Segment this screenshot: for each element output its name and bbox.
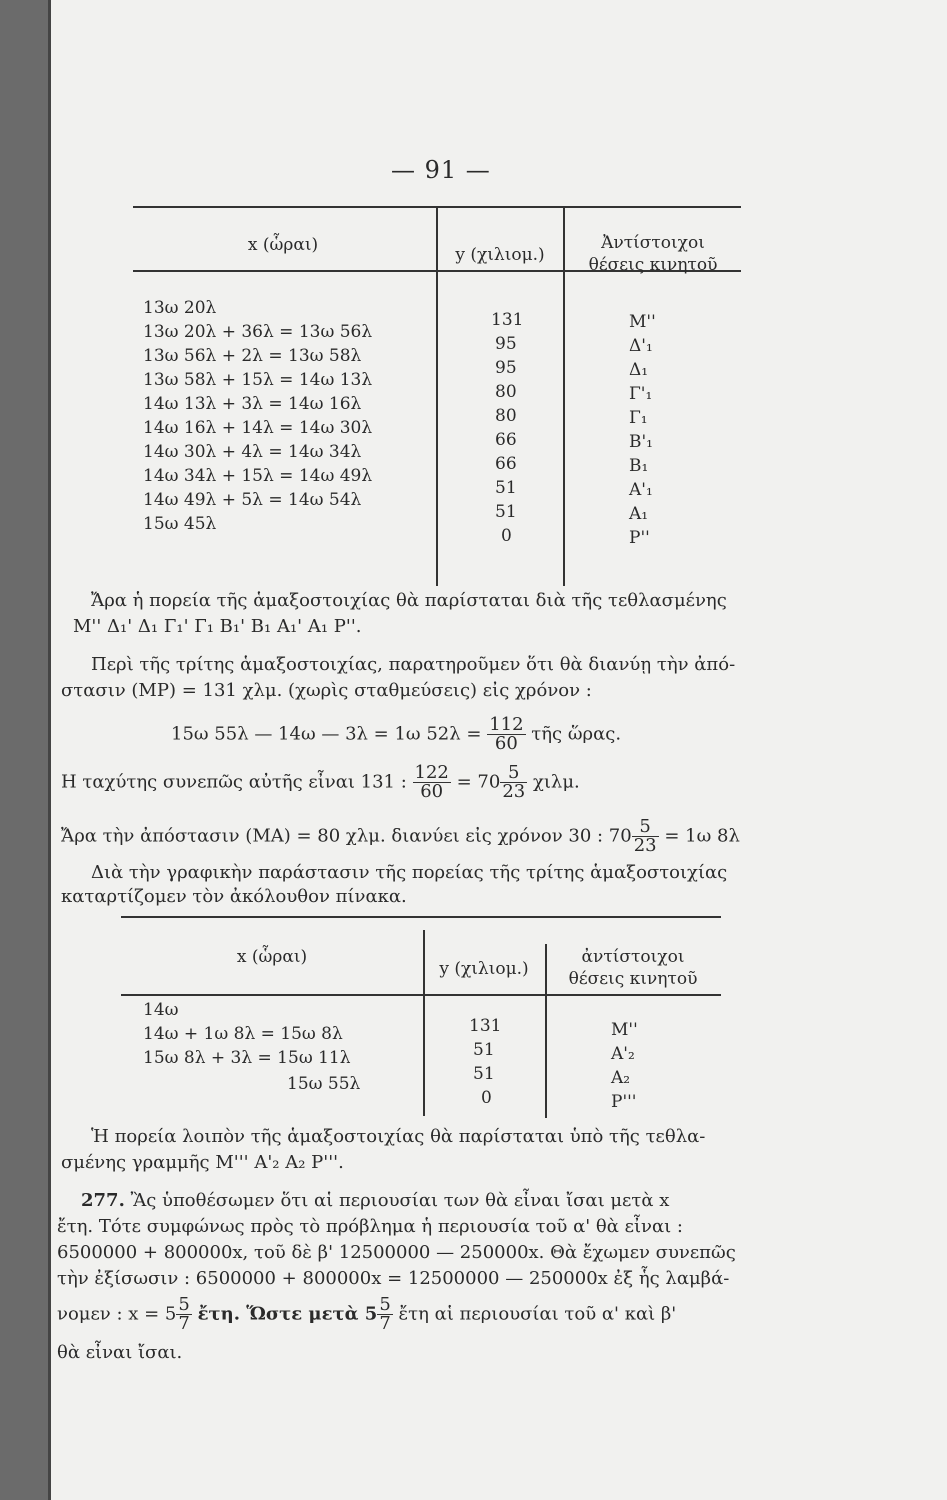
table-row-x: 14ω 49λ + 5λ = 14ω 54λ: [143, 490, 362, 510]
paragraph-5-line-1-text: Ἂς ὑποθέσωμεν ὅτι αἱ περιουσίαι των θὰ εἶναι ἴσαι μετὰ x: [130, 1190, 670, 1211]
table-row-pos: Γ₁: [629, 408, 648, 428]
equation-2-right: χιλμ.: [532, 771, 580, 793]
equation-3: [61, 818, 740, 855]
table-row-y: 80: [495, 382, 517, 402]
table-row-pos: M'': [629, 312, 656, 332]
problem-number: 277.: [81, 1190, 125, 1211]
table-row-x: 14ω 16λ + 14λ = 14ω 30λ: [143, 418, 373, 438]
table-row-x: 14ω 13λ + 3λ = 14ω 16λ: [143, 394, 362, 414]
table-1-header-y: y (χιλιομ.): [455, 245, 545, 265]
table-2-header-pos-line2: θέσεις κινητοῦ: [568, 969, 698, 989]
equation-3-mixed-fraction: [632, 818, 659, 855]
fraction-denominator: 60: [420, 781, 444, 802]
paragraph-3-line-1: Διὰ τὴν γραφικὴν παράστασιν τῆς πορείας τῆς τρίτης ἁμαξοστοιχίας: [91, 862, 728, 883]
table-1-header-x: x (ὧραι): [247, 235, 319, 255]
paragraph-5-fraction-1: [176, 1296, 191, 1333]
table-row-y: 95: [495, 334, 517, 354]
paragraph-5-line-2: ἔτη. Τότε συμφώνως πρὸς τὸ πρόβλημα ἡ περιουσία τοῦ α' θὰ εἶναι :: [57, 1216, 683, 1237]
equation-2-mixed-fraction: [500, 764, 527, 801]
table-row-pos: Β₁: [629, 456, 649, 476]
table-row-y: 131: [469, 1016, 502, 1036]
table-row-x: 14ω 34λ + 15λ = 14ω 49λ: [143, 466, 373, 486]
paragraph-5-line-1: [81, 1190, 669, 1211]
table-row-pos: Α'₂: [611, 1044, 635, 1064]
paragraph-2-line-2: στασιν (ΜΡ) = 131 χλμ. (χωρὶς σταθμεύσεις) εἰς χρόνον :: [61, 680, 592, 701]
fraction-numerator: 5: [178, 1294, 190, 1315]
table-2-header-rule: [121, 994, 721, 996]
paragraph-5-line-5: [57, 1296, 676, 1333]
fraction-denominator: 60: [494, 733, 518, 754]
equation-2: [61, 764, 580, 801]
table-row-y: 80: [495, 406, 517, 426]
paragraph-4-line-2: σμένης γραμμῆς Μ''' Α'₂ Α₂ Ρ'''.: [61, 1152, 344, 1173]
fraction-denominator: 23: [633, 835, 657, 856]
table-2-header-y: y (χιλιομ.): [439, 959, 529, 979]
table-row-pos: Ρ'': [629, 528, 650, 548]
table-row-x: 14ω: [143, 1000, 179, 1020]
paragraph-5-line-5-c: ἔτη αἱ περιουσίαι τοῦ α' καὶ β': [398, 1303, 677, 1325]
equation-1: [171, 716, 621, 753]
table-row-pos: Α₂: [611, 1068, 631, 1088]
fraction-numerator: 122: [414, 762, 449, 783]
equation-1-left: 15ω 55λ — 14ω — 3λ = 1ω 52λ =: [171, 723, 482, 745]
table-row-x: 13ω 56λ + 2λ = 13ω 58λ: [143, 346, 362, 366]
equation-2-mid: = 70: [456, 771, 501, 793]
equation-3-right: = 1ω 8λ: [664, 825, 740, 847]
table-row-y: 51: [473, 1064, 495, 1084]
table-row-x: 15ω 8λ + 3λ = 15ω 11λ: [143, 1048, 351, 1068]
paragraph-5-line-6: θὰ εἶναι ἴσαι.: [57, 1342, 183, 1363]
table-row-y: 66: [495, 430, 517, 450]
table-row-x: 15ω 55λ: [287, 1074, 361, 1094]
paragraph-1-line-2: Μ'' Δ₁' Δ₁ Γ₁' Γ₁ Β₁' Β₁ Α₁' Α₁ Ρ''.: [73, 616, 362, 637]
paragraph-2-line-1: Περὶ τῆς τρίτης ἁμαξοστοιχίας, παρατηροῦμεν ὅτι θὰ διανύῃ τὴν ἀπό-: [91, 654, 736, 675]
table-row-y: 0: [501, 526, 512, 546]
table-row-y: 51: [473, 1040, 495, 1060]
table-1-header-pos-line1: Ἀντίστοιχοι: [601, 233, 705, 253]
table-1-header-pos-line2: θέσεις κινητοῦ: [588, 255, 718, 275]
fraction-numerator: 5: [379, 1294, 391, 1315]
paragraph-5-line-5-a: νομεν : x = 5: [57, 1303, 177, 1325]
table-1-header-pos: [565, 232, 741, 276]
table-row-x: 13ω 58λ + 15λ = 14ω 13λ: [143, 370, 373, 390]
table-row-pos: Β'₁: [629, 432, 653, 452]
table-row-x: 13ω 20λ + 36λ = 13ω 56λ: [143, 322, 373, 342]
table-row-pos: Δ₁: [629, 360, 649, 380]
table-row-y: 51: [495, 478, 517, 498]
table-row-pos: Δ'₁: [629, 336, 653, 356]
fraction-denominator: 7: [178, 1313, 190, 1334]
fraction-denominator: 7: [379, 1313, 391, 1334]
equation-2-left: Η ταχύτης συνεπῶς αὐτῆς εἶναι 131 :: [61, 771, 407, 793]
fraction-numerator: 5: [632, 818, 659, 837]
table-row-y: 131: [491, 310, 524, 330]
table-row-x: 15ω 45λ: [143, 514, 217, 534]
table-2-header-pos: [547, 946, 719, 990]
table-row-pos: Γ'₁: [629, 384, 653, 404]
table-2-top-rule: [121, 916, 721, 918]
table-row-pos: Α₁: [629, 504, 649, 524]
paragraph-5-fraction-2: [377, 1296, 392, 1333]
paragraph-5-line-4: τὴν ἐξίσωσιν : 6500000 + 800000x = 12500000 — 250000x ἐξ ἧς λαμβά-: [57, 1268, 730, 1289]
paragraph-1-line-1: Ἄρα ἡ πορεία τῆς ἁμαξοστοιχίας θὰ παρίσταται διὰ τῆς τεθλασμένης: [91, 590, 727, 611]
paragraph-5-line-3: 6500000 + 800000x, τοῦ δὲ β' 12500000 — 250000x. Θὰ ἔχωμεν συνεπῶς: [57, 1242, 736, 1263]
table-row-pos: M'': [611, 1020, 638, 1040]
table-row-y: 95: [495, 358, 517, 378]
equation-3-left: Ἄρα τὴν ἀπόστασιν (ΜΑ) = 80 χλμ. διανύει εἰς χρόνον 30 : 70: [61, 825, 632, 847]
paragraph-5-line-5-b: ἔτη. Ὥστε μετὰ 5: [197, 1303, 378, 1325]
table-row-x: 14ω 30λ + 4λ = 14ω 34λ: [143, 442, 362, 462]
table-2-header-x: x (ὧραι): [236, 947, 308, 967]
fraction-numerator: 112: [489, 714, 524, 735]
table-row-y: 66: [495, 454, 517, 474]
table-row-x: 13ω 20λ: [143, 298, 217, 318]
table-row-pos: Ρ''': [611, 1092, 637, 1112]
table-2-header-pos-line1: ἀντίστοιχοι: [581, 947, 685, 967]
equation-2-fraction: [413, 764, 451, 801]
table-row-y: 51: [495, 502, 517, 522]
table-row-y: 0: [481, 1088, 492, 1108]
table-row-pos: Α'₁: [629, 480, 653, 500]
table-row-x: 14ω + 1ω 8λ = 15ω 8λ: [143, 1024, 343, 1044]
paragraph-3-line-2: καταρτίζομεν τὸν ἀκόλουθον πίνακα.: [61, 886, 407, 907]
paragraph-4-line-1: Ἡ πορεία λοιπὸν τῆς ἁμαξοστοιχίας θὰ παρίσταται ὑπὸ τῆς τεθλα-: [91, 1126, 706, 1147]
equation-1-right: τῆς ὥρας.: [531, 723, 622, 745]
fraction-denominator: 23: [502, 781, 526, 802]
page-number: — 91 —: [391, 156, 491, 184]
book-page: [48, 0, 947, 1500]
equation-1-fraction: [487, 716, 525, 753]
fraction-numerator: 5: [500, 764, 527, 783]
